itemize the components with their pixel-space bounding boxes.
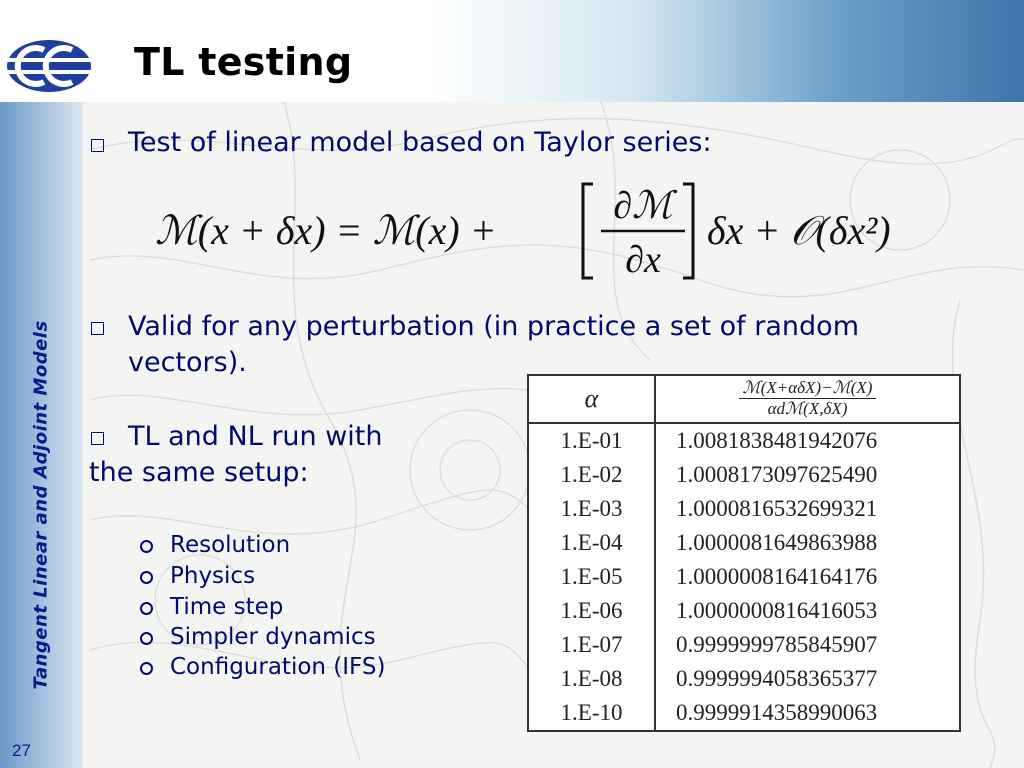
table-row bbox=[528, 423, 960, 458]
ratio-cell: 0.9999999785845907 bbox=[655, 628, 960, 662]
ring-bullet-icon bbox=[140, 540, 153, 553]
ratio-cell: 0.9999994058365377 bbox=[655, 662, 960, 696]
formula-denominator: ∂x bbox=[625, 239, 661, 281]
header-denominator: αdℳ(X,δX) bbox=[767, 399, 848, 418]
alpha-cell: 1.E-10 bbox=[528, 696, 655, 731]
bullet-square-icon bbox=[91, 432, 104, 445]
bullet-setup-line2: the same setup: bbox=[89, 457, 309, 488]
alpha-cell: 1.E-03 bbox=[528, 492, 655, 526]
alpha-cell: 1.E-05 bbox=[528, 560, 655, 594]
ratio-cell: 0.9999914358990063 bbox=[655, 696, 960, 731]
table-row bbox=[528, 628, 960, 662]
ratio-cell: 1.0000816532699321 bbox=[655, 492, 960, 526]
table-row bbox=[528, 662, 960, 696]
bullet-square-icon bbox=[91, 139, 104, 152]
page-number: 27 bbox=[12, 741, 31, 760]
taylor-formula bbox=[155, 176, 935, 286]
alpha-cell: 1.E-08 bbox=[528, 662, 655, 696]
ring-bullet-icon bbox=[140, 632, 153, 645]
bullet-square-icon bbox=[91, 322, 104, 335]
page-title: TL testing bbox=[134, 40, 353, 84]
bullet-setup-line1: TL and NL run with bbox=[128, 421, 383, 452]
alpha-cell: 1.E-01 bbox=[528, 423, 655, 458]
alpha-cell: 1.E-02 bbox=[528, 458, 655, 492]
ratio-cell: 1.0000000816416053 bbox=[655, 594, 960, 628]
header-alpha: α bbox=[528, 375, 655, 423]
table-header-row bbox=[528, 375, 960, 423]
tl-test-table bbox=[527, 374, 961, 732]
ring-bullet-icon bbox=[140, 571, 153, 584]
ecmwf-logo-icon bbox=[6, 36, 92, 96]
table-row bbox=[528, 526, 960, 560]
bullet-taylor: Test of linear model based on Taylor series: bbox=[128, 127, 712, 158]
header-ratio bbox=[655, 375, 960, 423]
bullet-valid-line1: Valid for any perturbation (in practice a set of random bbox=[128, 311, 859, 342]
ring-bullet-icon bbox=[140, 662, 153, 675]
bullet-valid-line2: vectors). bbox=[128, 347, 247, 378]
formula-numerator: ∂ℳ bbox=[613, 185, 673, 227]
formula-lhs: ℳ(x + δx) = ℳ(x) + bbox=[155, 208, 497, 253]
header-numerator: ℳ(X+αδX)−ℳ(X) bbox=[739, 378, 877, 399]
table-row bbox=[528, 696, 960, 731]
alpha-cell: 1.E-07 bbox=[528, 628, 655, 662]
table-row bbox=[528, 492, 960, 526]
table-row bbox=[528, 458, 960, 492]
ratio-cell: 1.0008173097625490 bbox=[655, 458, 960, 492]
alpha-cell: 1.E-04 bbox=[528, 526, 655, 560]
table-row bbox=[528, 560, 960, 594]
alpha-cell: 1.E-06 bbox=[528, 594, 655, 628]
formula-rhs: δx + 𝒪(δx²) bbox=[707, 208, 891, 253]
ratio-cell: 1.0000081649863988 bbox=[655, 526, 960, 560]
ratio-cell: 1.0081838481942076 bbox=[655, 423, 960, 458]
table-row bbox=[528, 594, 960, 628]
ratio-cell: 1.0000008164164176 bbox=[655, 560, 960, 594]
sidebar-label: Tangent Linear and Adjoint Models bbox=[30, 320, 52, 690]
ring-bullet-icon bbox=[140, 602, 153, 615]
